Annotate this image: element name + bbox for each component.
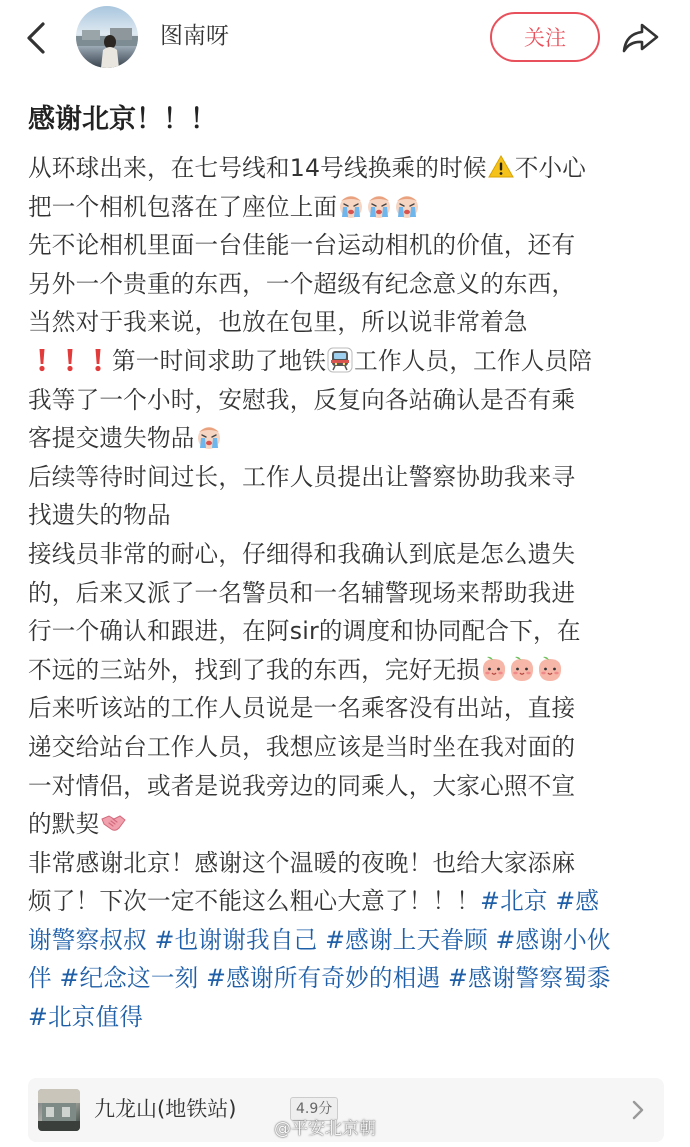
post-line (28, 574, 668, 613)
share-icon (620, 21, 660, 55)
post-text (147, 926, 155, 954)
post-line (28, 496, 668, 535)
hashtag-link[interactable]: 谢警察叔叔 (28, 925, 147, 954)
hashtag-link[interactable]: 伴 (28, 964, 52, 993)
post-text (317, 926, 325, 954)
post-text (198, 964, 206, 992)
post-text: 递交给站台工作人员，我想应该是当时坐在我对面的 (28, 732, 576, 761)
post-line (28, 188, 668, 227)
warning-icon (488, 153, 514, 179)
post-line (28, 882, 668, 921)
chevron-left-icon (25, 21, 47, 55)
exclamation-icon (29, 346, 55, 372)
post-text: 把一个相机包落在了座位上面 (28, 192, 338, 221)
hashtag-link[interactable]: #感谢上天眷顾 (325, 925, 488, 954)
post-line (28, 265, 668, 304)
post-line (28, 844, 668, 883)
follow-button[interactable]: 关注 (490, 12, 600, 62)
hashtag-link[interactable]: #感谢小伙 (495, 925, 611, 954)
crying-face-icon (338, 192, 364, 218)
post-text: 的默契 (28, 810, 100, 839)
exclamation-icon (85, 346, 111, 372)
post-text: 烦了！下次一定不能这么粗心大意了！！！ (28, 887, 481, 916)
post-line (28, 458, 668, 497)
handshake-icon (100, 809, 126, 835)
location-thumbnail (38, 1089, 80, 1131)
post-text: 不远的三站外，找到了我的东西，完好无损 (28, 655, 481, 684)
post-text (52, 964, 60, 992)
peach-face-icon (509, 655, 535, 681)
post-line (28, 998, 668, 1037)
post-text: 的，后来又派了一名警员和一名辅警现场来帮助我进 (28, 578, 576, 607)
peach-face-icon (537, 655, 563, 681)
post-text: 非常感谢北京！感谢这个温暖的夜晚！也给大家添麻 (28, 848, 576, 877)
post-line (28, 226, 668, 265)
post-line (28, 342, 668, 381)
post-line (28, 419, 668, 458)
hashtag-link[interactable]: #纪念这一刻 (59, 964, 199, 993)
post-text: 工作人员，工作人员陪 (354, 346, 593, 375)
post-line (28, 805, 668, 844)
post-text: 找遗失的物品 (28, 501, 171, 530)
hashtag-link[interactable]: #北京值得 (28, 1003, 144, 1032)
hashtag-link[interactable]: #感谢警察蜀黍 (447, 964, 611, 993)
post-text: 先不论相机里面一台佳能一台运动相机的价值，还有 (28, 231, 576, 260)
post-line (28, 959, 668, 998)
post-text: 一对情侣，或者是说我旁边的同乘人，大家心照不宣 (28, 771, 576, 800)
metro-icon (327, 346, 353, 372)
post-line (28, 381, 668, 420)
post-line (28, 767, 668, 806)
exclamation-icon (57, 346, 83, 372)
crying-face-icon (196, 423, 222, 449)
author-name[interactable]: 图南呀 (160, 23, 229, 49)
hashtag-link[interactable]: #感 (555, 887, 600, 916)
post-text (488, 926, 496, 954)
post-text: 接线员非常的耐心，仔细得和我确认到底是怎么遗失 (28, 539, 576, 568)
post-text: 后来听该站的工作人员说是一名乘客没有出站，直接 (28, 694, 576, 723)
hashtag-link[interactable]: #北京 (480, 887, 548, 916)
post-text: 另外一个贵重的东西，一个超级有纪念意义的东西， (28, 269, 576, 298)
back-button[interactable] (18, 18, 54, 58)
post-line (28, 303, 668, 342)
crying-face-icon (366, 192, 392, 218)
post-title: 感谢北京！！！ (28, 104, 217, 135)
post-text: 当然对于我来说，也放在包里，所以说非常着急 (28, 308, 528, 337)
post-line (28, 612, 668, 651)
post-line (28, 921, 668, 960)
hashtag-link[interactable]: #感谢所有奇妙的相遇 (206, 964, 441, 993)
top-bar (0, 0, 690, 78)
location-rating: 4.9分 (290, 1097, 338, 1121)
post-line (28, 728, 668, 767)
post-text: 客提交遗失物品 (28, 424, 195, 453)
peach-face-icon (481, 655, 507, 681)
author-avatar[interactable] (76, 6, 138, 68)
watermark: @平安北京朝 (274, 1119, 376, 1139)
post-text: 行一个确认和跟进，在阿sir的调度和协同配合下，在 (28, 617, 581, 646)
post-text: 从环球出来，在七号线和14号线换乘的时候 (28, 154, 487, 182)
post-line (28, 689, 668, 728)
post-line (28, 535, 668, 574)
post-text (440, 964, 448, 992)
chevron-right-icon (628, 1098, 648, 1122)
post-text: 后续等待时间过长，工作人员提出让警察协助我来寻 (28, 462, 576, 491)
share-button[interactable] (616, 16, 664, 60)
post-text: 我等了一个小时，安慰我，反复向各站确认是否有乘 (28, 385, 576, 414)
post-text: 第一时间求助了地铁 (112, 346, 327, 375)
post-line (28, 149, 668, 188)
hashtag-link[interactable]: #也谢谢我自己 (154, 925, 318, 954)
crying-face-icon (394, 192, 420, 218)
post-body (28, 149, 668, 1037)
post-text: 不小心 (514, 154, 587, 182)
location-name: 九龙山(地铁站) (94, 1097, 237, 1121)
post-line (28, 651, 668, 690)
